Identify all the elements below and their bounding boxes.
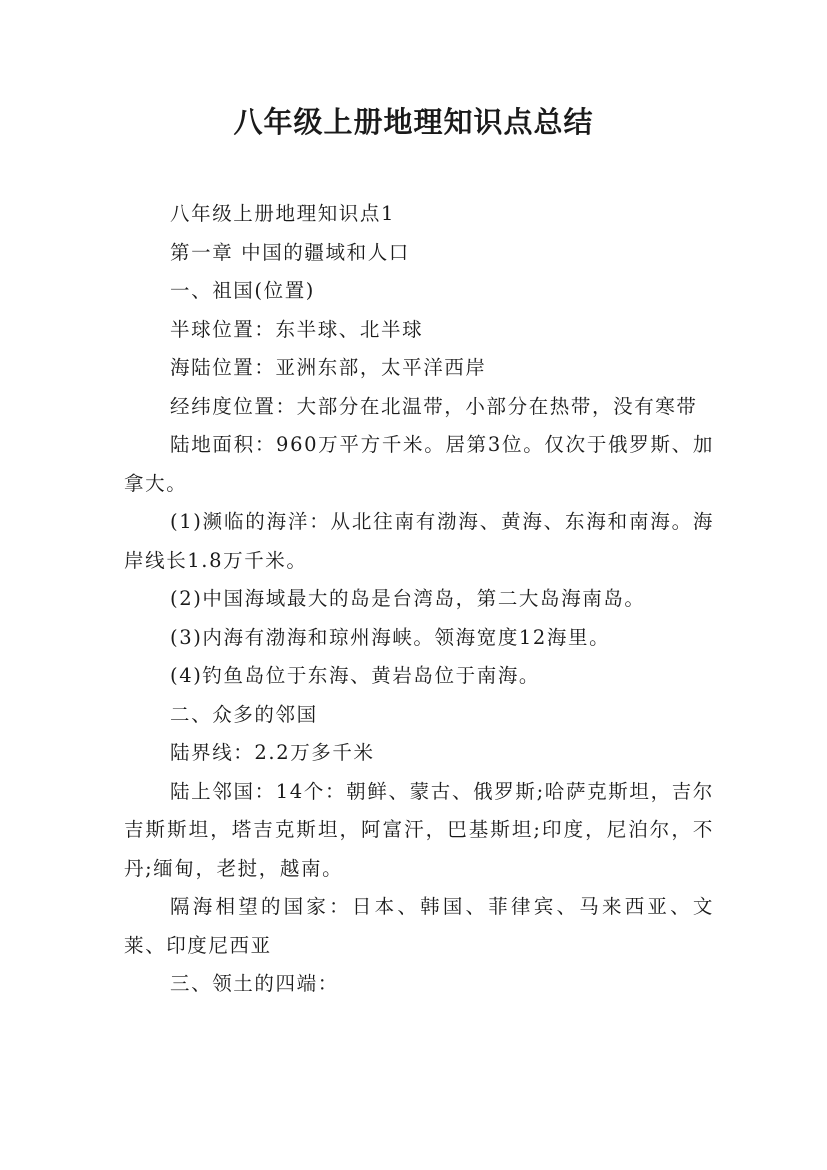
subsection-heading: 二、众多的邻国	[170, 702, 318, 726]
paragraph: 隔海相望的国家：日本、韩国、菲律宾、马来西亚、文莱、印度尼西亚	[124, 895, 714, 957]
paragraph: (4)钓鱼岛位于东海、黄岩岛位于南海。	[170, 664, 541, 687]
document-title: 八年级上册地理知识点总结	[233, 105, 594, 139]
paragraph: (3)内海有渤海和琼州海峡。领海宽度12海里。	[170, 625, 611, 649]
paragraph: 陆界线：2.2万多千米	[170, 741, 375, 764]
paragraph: 陆地面积：960万平方千米。居第3位。仅次于俄罗斯、加拿大。	[124, 433, 714, 495]
paragraph: 经纬度位置：大部分在北温带，小部分在热带，没有寒带	[170, 394, 698, 418]
paragraph: 陆上邻国：14个：朝鲜、蒙古、俄罗斯;哈萨克斯坦，吉尔吉斯斯坦，塔吉克斯坦，阿富汗，巴基斯坦;印度，尼泊尔，不丹;缅甸，老挝，越南。	[124, 779, 714, 880]
paragraph: 半球位置：东半球、北半球	[170, 317, 424, 341]
subsection-heading: 一、祖国(位置)	[170, 279, 316, 302]
paragraph: (2)中国海域最大的岛是台湾岛，第二大岛海南岛。	[170, 587, 646, 610]
section-heading: 八年级上册地理知识点1	[170, 202, 396, 225]
paragraph: (1)濒临的海洋：从北往南有渤海、黄海、东海和南海。海岸线长1.8万千米。	[124, 510, 714, 572]
chapter-heading: 第一章 中国的疆域和人口	[170, 240, 410, 264]
paragraph: 海陆位置：亚洲东部，太平洋西岸	[170, 356, 487, 379]
document-body	[124, 195, 714, 1004]
subsection-heading: 三、领土的四端：	[170, 972, 339, 995]
